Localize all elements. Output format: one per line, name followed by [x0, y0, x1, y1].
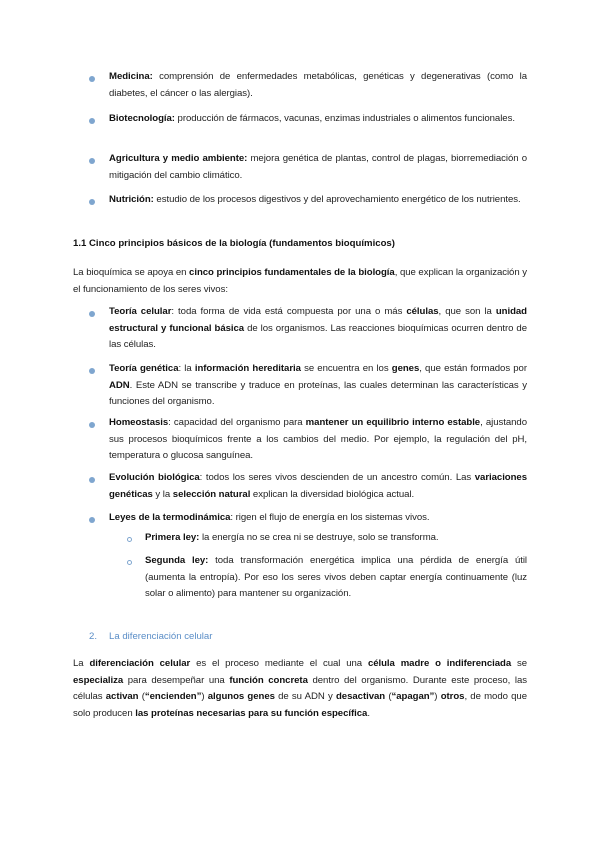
bold-run: diferenciación celular — [89, 658, 191, 669]
text-run: ) — [434, 691, 441, 702]
text-run: ) — [201, 691, 208, 702]
list-item-text: estudio de los procesos digestivos y del aprovechamiento energético de los nutrientes. — [153, 194, 521, 205]
principle-evolucion — [109, 470, 527, 503]
bullet-marker — [89, 76, 95, 82]
list-item-medicina — [109, 69, 527, 102]
list-item-biotecnologia — [109, 111, 527, 128]
bold-run: Primera ley: — [145, 532, 200, 543]
text-run: , que son la — [438, 306, 496, 317]
bullet-marker — [89, 311, 95, 317]
law-primera — [145, 530, 527, 547]
bold-run: células — [406, 306, 439, 317]
term-medicina: Medicina: — [109, 71, 153, 82]
bold-run: “encienden” — [144, 691, 202, 702]
bold-run: activan — [105, 691, 139, 702]
bullet-marker — [89, 118, 95, 124]
text-run: : toda forma de vida está compuesta por una o más — [171, 306, 407, 317]
bold-run: especializa — [73, 674, 124, 686]
principle-homeostasis — [109, 415, 527, 465]
bold-run: desactivan — [336, 691, 386, 702]
bullet-marker — [89, 199, 95, 205]
bold-run: ADN — [109, 379, 130, 391]
bold-run: célula madre o indiferenciada — [367, 658, 512, 669]
text-run: : rigen el flujo de energía en los sistemas vivos. — [230, 512, 430, 523]
list-item-nutricion — [109, 192, 527, 209]
text-run: y la — [152, 488, 173, 500]
text-run: se encuentra en los — [300, 363, 392, 374]
bold-run: variaciones genéticas — [109, 472, 527, 500]
text-run: de su ADN y — [274, 691, 336, 702]
section-heading-2 — [89, 631, 212, 642]
bold-run: cinco principios fundamentales de la biología — [189, 267, 395, 278]
bullet-marker — [89, 477, 95, 483]
text-run: , que están formados por — [419, 363, 527, 374]
intro-paragraph — [73, 265, 527, 298]
text-run: es el proceso mediante el cual una — [190, 658, 368, 669]
text-run: toda transformación energética implica una pérdida de energía útil (aumenta la entropía). Por eso los seres vivos deben captar energía continuamente (luz solar o alimento) para mantener su organización. — [145, 555, 528, 599]
bold-run: información hereditaria — [194, 363, 301, 374]
text-run: explican la diversidad biológica actual. — [250, 488, 415, 500]
text-run: , que explican la organización y el funcionamiento de los seres vivos: — [73, 267, 527, 295]
list-item-text: producción de fármacos, vacunas, enzimas industriales o alimentos funcionales. — [174, 113, 515, 124]
text-run: : capacidad del organismo para — [168, 417, 306, 428]
bullet-marker — [89, 368, 95, 374]
bold-run: función concreta — [229, 674, 308, 686]
text-run: ( — [138, 691, 145, 702]
text-run: para desempeñar una — [123, 674, 230, 686]
text-run: la energía no se crea ni se destruye, solo se transforma. — [199, 532, 439, 543]
list-item-text: comprensión de enfermedades metabólicas, genéticas y degenerativas (como la diabetes, el cáncer o las alergias). — [109, 71, 527, 99]
bold-run: unidad estructural y funcional básica — [109, 306, 527, 334]
bold-run: mantener un equilibrio interno estable — [305, 417, 481, 428]
bold-run: Teoría celular — [109, 306, 172, 317]
text-run: La bioquímica se apoya en — [73, 267, 190, 278]
bold-run: algunos genes — [207, 691, 275, 702]
list-item-agricultura — [109, 151, 527, 184]
bold-run: “apagan” — [391, 691, 435, 702]
bullet-marker — [89, 422, 95, 428]
principle-teoria-genetica — [109, 361, 527, 411]
bold-run: otros — [440, 691, 465, 702]
section-heading-1-1: 1.1 Cinco principios básicos de la biología (fundamentos bioquímicos) — [73, 238, 395, 249]
text-run: se — [511, 658, 527, 669]
text-run: , ajustando sus procesos bioquímicos frente a los cambios del medio. Por ejemplo, la regulación del pH, temperatura o glucosa sanguínea. — [109, 417, 528, 461]
principle-termodinamica — [109, 510, 527, 527]
principle-teoria-celular — [109, 304, 527, 354]
text-run: : la — [178, 363, 195, 374]
bold-run: genes — [391, 363, 420, 374]
text-run: . — [367, 707, 370, 719]
bold-run: Homeostasis — [109, 417, 169, 428]
text-run: de los organismos. Las reacciones bioquímicas ocurren dentro de las células. — [109, 322, 527, 350]
section-number: 2. — [89, 631, 98, 642]
bold-run: Teoría genética — [109, 363, 179, 374]
bullet-marker — [89, 158, 95, 164]
bullet-marker — [89, 517, 95, 523]
text-run: . Este ADN se transcribe y traduce en proteínas, las cuales determinan las características y funciones del organismo. — [109, 379, 527, 407]
bold-run: las proteínas necesarias para su función específica — [135, 707, 368, 719]
term-biotecnologia: Biotecnología: — [109, 113, 175, 124]
text-run: : todos los seres vivos descienden de un ancestro común. Las — [199, 472, 475, 483]
section-title: La diferenciación celular — [109, 631, 213, 642]
diferenciacion-paragraph — [73, 656, 527, 722]
list-item-text: mejora genética de plantas, control de plagas, biorremediación o mitigación del cambio climático. — [109, 153, 527, 181]
text-run: , de modo que solo producen — [73, 691, 527, 719]
law-segunda — [145, 553, 527, 603]
sub-bullet-marker — [127, 537, 132, 542]
bold-run: Segunda ley: — [145, 555, 209, 566]
bold-run: selección natural — [172, 488, 251, 500]
sub-bullet-marker — [127, 560, 132, 565]
bold-run: Evolución biológica — [109, 472, 200, 483]
text-run: ( — [385, 691, 392, 702]
term-agricultura: Agricultura y medio ambiente: — [109, 153, 248, 164]
text-run: dentro del organismo. Durante este proceso, las células — [73, 674, 528, 702]
text-run: La — [73, 658, 90, 669]
term-nutricion: Nutrición: — [109, 194, 154, 205]
bold-run: Leyes de la termodinámica — [109, 512, 231, 523]
